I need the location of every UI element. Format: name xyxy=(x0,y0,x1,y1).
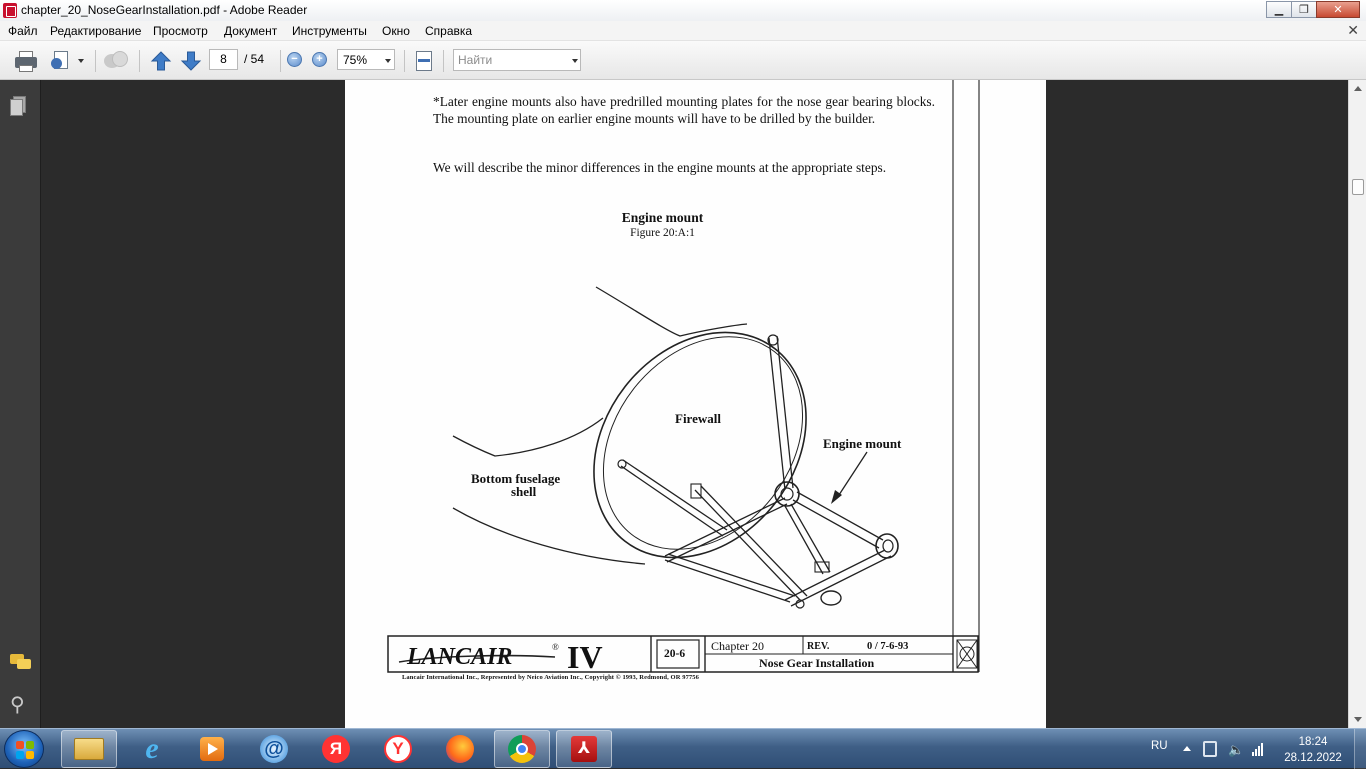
toolbar xyxy=(0,41,1366,80)
search-input[interactable] xyxy=(458,52,566,68)
search-box[interactable] xyxy=(453,49,581,71)
document-view[interactable] xyxy=(41,80,1348,728)
fit-width-icon[interactable] xyxy=(414,50,434,72)
maximize-button[interactable]: ❐ xyxy=(1291,1,1317,18)
footer-page-number: 20-6 xyxy=(664,648,686,660)
footer-rev-label: REV. xyxy=(807,641,830,652)
media-player-icon xyxy=(200,737,224,761)
show-desktop-button[interactable] xyxy=(1354,729,1366,769)
firefox-icon xyxy=(446,735,474,763)
paragraph-1: *Later engine mounts also have predrilled mounting plates for the nose gear bearing blocks. The mounting plate on earlier engine mounts will have to be drilled by the builder. xyxy=(433,94,935,126)
next-page-icon[interactable] xyxy=(180,50,202,72)
previous-page-icon[interactable] xyxy=(150,50,172,72)
menu-help[interactable]: Справка xyxy=(425,24,473,38)
explorer-app[interactable] xyxy=(61,730,117,768)
tray-expand-icon[interactable] xyxy=(1183,746,1191,751)
clock-time: 18:24 xyxy=(1298,736,1328,748)
vertical-scrollbar[interactable] xyxy=(1348,80,1366,728)
menu-document[interactable]: Документ xyxy=(224,24,278,38)
comments-icon[interactable] xyxy=(10,652,30,674)
chevron-down-icon[interactable] xyxy=(385,59,391,63)
zoom-select[interactable] xyxy=(337,49,395,70)
firefox-app[interactable] xyxy=(432,730,488,768)
windows-logo-icon xyxy=(16,741,34,759)
clock-date: 28.12.2022 xyxy=(1284,752,1342,764)
page-number-input[interactable]: 8 xyxy=(209,49,238,70)
label-engine-mount: Engine mount xyxy=(823,436,902,451)
figure-title: Engine mount xyxy=(621,210,704,225)
window-controls xyxy=(1266,1,1360,18)
chevron-down-icon[interactable] xyxy=(78,59,84,63)
adobe-reader-icon: ⅄ xyxy=(571,736,597,762)
figure-caption: Figure 20:A:1 xyxy=(630,227,695,239)
menu-bar xyxy=(0,21,1366,41)
network-tray-icon[interactable] xyxy=(1203,741,1217,757)
create-pdf-icon[interactable] xyxy=(51,50,73,72)
label-firewall: Firewall xyxy=(675,411,721,426)
scrollbar-thumb[interactable] xyxy=(1352,179,1364,195)
lancair-logo: LANCAIR xyxy=(407,644,513,670)
menu-tools[interactable]: Инструменты xyxy=(292,24,367,38)
chrome-app[interactable] xyxy=(494,730,550,768)
close-document-icon[interactable]: ✕ xyxy=(1347,22,1359,38)
internet-explorer-icon: e xyxy=(145,732,159,765)
attachments-icon[interactable]: ⚲ xyxy=(10,694,25,716)
chevron-down-icon[interactable] xyxy=(572,59,578,63)
yandex-app[interactable] xyxy=(308,730,364,768)
label-shell: shell xyxy=(511,484,537,499)
adobe-pdf-icon xyxy=(3,3,17,18)
footer-copyright: Lancair International Inc., Represented by Neico Aviation Inc., Copyright © 1993, Redmond, OR 97756 xyxy=(402,674,699,681)
page-total: / 54 xyxy=(244,52,265,66)
collaborate-icon xyxy=(104,51,130,71)
title-bar xyxy=(0,0,1366,21)
engine-mount-drawing xyxy=(345,80,1046,728)
start-button[interactable] xyxy=(4,730,44,768)
yandex-browser-app[interactable] xyxy=(370,730,426,768)
zoom-in-icon[interactable]: + xyxy=(312,52,327,67)
volume-icon[interactable]: 🔈 xyxy=(1228,742,1245,757)
print-icon[interactable] xyxy=(14,50,38,72)
language-indicator[interactable]: RU xyxy=(1151,740,1168,752)
adobe-reader-app[interactable] xyxy=(556,730,612,768)
pdf-page xyxy=(345,80,1046,728)
yandex-icon: Я xyxy=(322,735,350,763)
scroll-up-icon[interactable] xyxy=(1354,86,1362,91)
yandex-browser-icon: Y xyxy=(384,735,412,763)
window-title: chapter_20_NoseGearInstallation.pdf - Adobe Reader xyxy=(21,3,308,17)
internet-explorer-app[interactable] xyxy=(124,730,180,768)
mail-app[interactable] xyxy=(246,730,302,768)
media-player-app[interactable] xyxy=(184,730,240,768)
menu-edit[interactable]: Редактирование xyxy=(50,24,142,38)
mail-icon: @ xyxy=(260,735,288,763)
logo-model: IV xyxy=(567,639,603,675)
label-bottom-fuselage: Bottom fuselage xyxy=(471,471,561,486)
clock[interactable] xyxy=(1282,734,1344,766)
footer-rev-value: 0 / 7-6-93 xyxy=(867,641,909,652)
paragraph-2: We will describe the minor differences in the engine mounts at the appropriate steps. xyxy=(433,160,887,175)
footer-section: Nose Gear Installation xyxy=(759,656,875,670)
scroll-down-icon[interactable] xyxy=(1354,717,1362,722)
minimize-button[interactable]: ▁ xyxy=(1266,1,1292,18)
close-button[interactable]: ✕ xyxy=(1316,1,1360,18)
folder-icon xyxy=(74,738,104,760)
chrome-icon xyxy=(508,735,536,763)
taskbar xyxy=(0,728,1366,768)
menu-view[interactable]: Просмотр xyxy=(153,24,208,38)
menu-file[interactable]: Файл xyxy=(8,24,38,38)
zoom-out-icon[interactable]: − xyxy=(287,52,302,67)
navigation-panel xyxy=(0,80,41,728)
menu-window[interactable]: Окно xyxy=(382,24,410,38)
footer-chapter: Chapter 20 xyxy=(711,639,764,653)
registered-mark: ® xyxy=(552,642,559,652)
signal-icon[interactable] xyxy=(1252,742,1268,756)
pages-icon[interactable] xyxy=(10,94,30,116)
zoom-value: 75% xyxy=(343,53,368,67)
